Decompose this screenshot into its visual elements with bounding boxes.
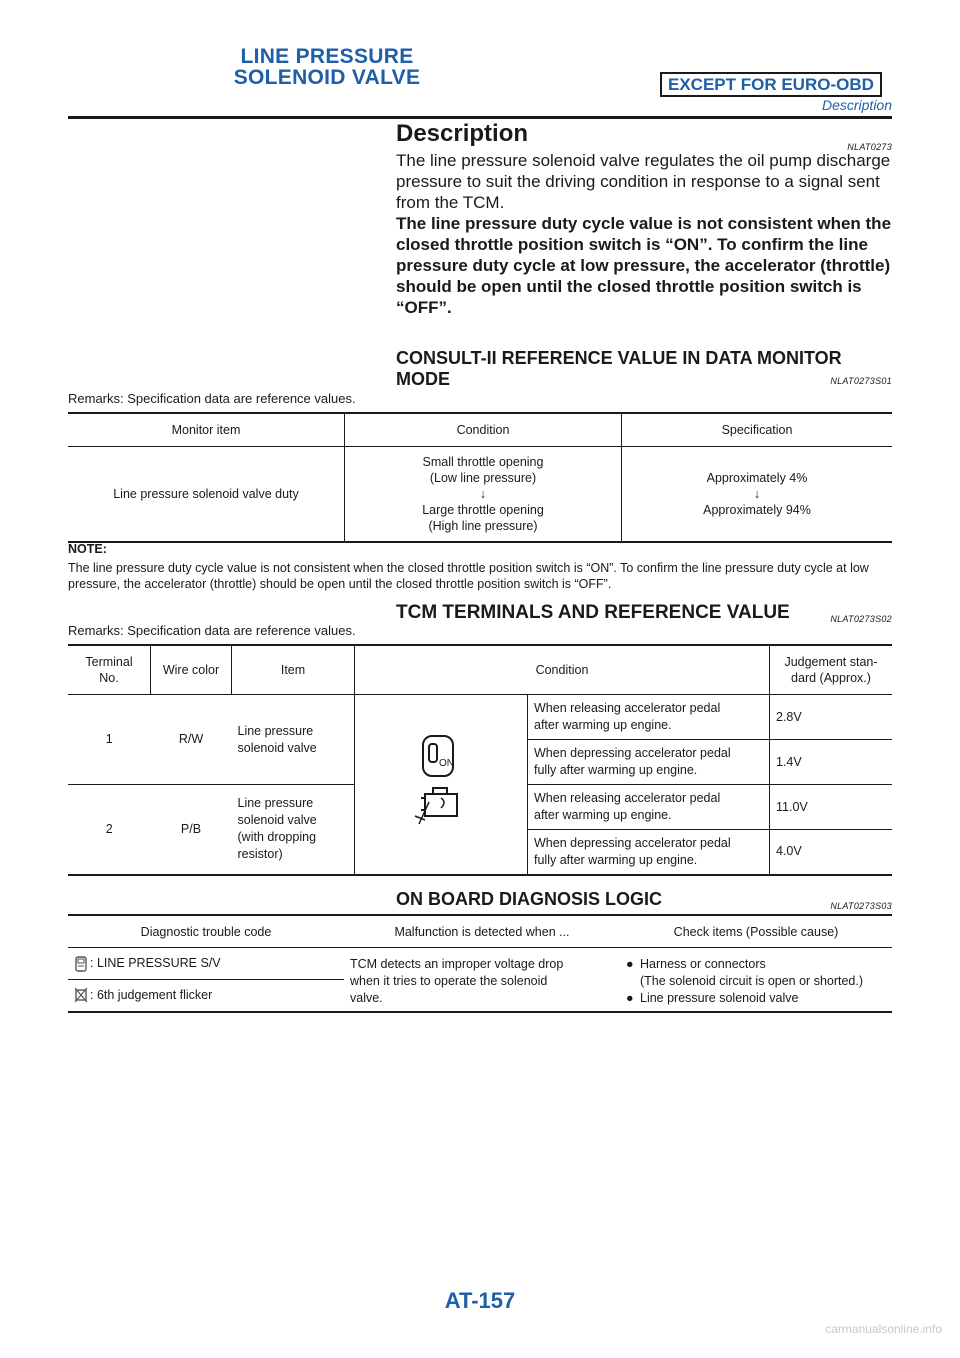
engine-running-icon	[415, 788, 457, 824]
bullet-icon: ●	[626, 957, 634, 971]
condition-line: (Low line pressure)	[429, 471, 537, 485]
header-line: No.	[99, 671, 119, 685]
tcm-col-condition: Condition	[355, 645, 770, 695]
wire-color: R/W	[151, 695, 232, 785]
judgement-value: 11.0V	[770, 785, 893, 830]
section-title-line1: LINE PRESSURE	[240, 45, 414, 68]
malfunction-line: when it tries to operate the solenoid	[350, 974, 548, 988]
condition-line: after warming up engine.	[534, 718, 672, 732]
onboard-heading: ON BOARD DIAGNOSIS LOGIC	[396, 889, 663, 909]
monitor-col-item: Monitor item	[68, 413, 345, 447]
judgement-value: 1.4V	[770, 740, 893, 785]
item-line: solenoid valve	[237, 740, 317, 755]
judgement-value: 2.8V	[770, 695, 893, 740]
description-ref-code: NLAT0273	[847, 142, 892, 152]
terminal-item	[232, 785, 355, 875]
watermark: carmanualsonline.info	[825, 1322, 942, 1336]
condition-line: When depressing accelerator pedal	[534, 835, 731, 850]
diag-col-malfunction: Malfunction is detected when ...	[344, 915, 620, 948]
condition-line: When releasing accelerator pedal	[534, 701, 721, 715]
arrow-down-icon: ↓	[479, 487, 487, 501]
tcm-ref-code: NLAT0273S02	[830, 614, 892, 624]
consult-tool-icon	[74, 956, 88, 972]
header-divider	[68, 116, 892, 119]
tcm-col-item: Item	[232, 645, 355, 695]
monitor-col-condition: Condition	[345, 413, 622, 447]
self-diagnosis-icon	[74, 987, 88, 1003]
table-row	[68, 447, 892, 543]
arrow-down-icon: ↓	[753, 487, 761, 501]
table-row	[68, 948, 892, 980]
ignition-on-icon	[411, 732, 471, 832]
tcm-col-judgement	[770, 645, 893, 695]
item-line: Line pressure	[237, 796, 314, 811]
check-item	[626, 956, 886, 973]
header-subtitle: Description	[821, 97, 892, 113]
consult-ref-code: NLAT0273S01	[830, 376, 892, 386]
condition-text	[528, 695, 770, 740]
section-title	[0, 46, 654, 88]
diag-col-check: Check items (Possible cause)	[620, 915, 892, 948]
condition-line: fully after warming up engine.	[534, 852, 698, 867]
check-item	[626, 990, 886, 1007]
tcm-heading: TCM TERMINALS AND REFERENCE VALUE	[396, 602, 790, 623]
monitor-col-spec: Specification	[622, 413, 893, 447]
dtc-consult	[68, 948, 344, 980]
item-line: solenoid valve	[237, 813, 317, 828]
consult-heading-line2: MODE	[396, 369, 450, 389]
tcm-col-terminal	[68, 645, 151, 695]
check-item-text: Harness or connectors	[640, 957, 766, 971]
section-title-line2: SOLENOID VALVE	[233, 66, 421, 89]
description-bold-body: The line pressure duty cycle value is not consistent when the closed throttle position switch is “ON”. To confirm the line pressure duty cycle at low pressure, the accelerator (throttle) should be open until the closed throttle position switch is “OFF”.	[396, 214, 892, 317]
dtc-flicker-text: : 6th judgement flicker	[90, 987, 213, 1002]
bullet-icon: ●	[626, 991, 634, 1005]
terminal-number: 1	[68, 695, 151, 785]
ignition-on-text: ON	[439, 757, 454, 769]
note-label: NOTE:	[68, 542, 107, 556]
dtc-flicker	[68, 980, 344, 1012]
table-row	[68, 695, 892, 740]
spec-line: Approximately 4%	[706, 471, 808, 485]
check-items	[620, 948, 892, 1012]
judgement-value: 4.0V	[770, 830, 893, 875]
note-body: The line pressure duty cycle value is not consistent when the closed throttle position switch is “ON”. To confirm the line pressure duty cycle at low pressure, the accelerator (throttle) should be open until the closed throttle position switch is “OFF”.	[68, 561, 869, 591]
condition-line: When releasing accelerator pedal	[534, 791, 721, 805]
terminal-number: 2	[105, 821, 113, 836]
terminal-item	[232, 695, 355, 785]
item-line: Line pressure	[237, 723, 314, 738]
check-item-detail: (The solenoid circuit is open or shorted.)	[640, 974, 864, 988]
monitor-spec	[622, 447, 893, 543]
condition-line: Small throttle opening	[422, 455, 544, 469]
description-heading: Description	[396, 120, 529, 147]
spec-line: Approximately 94%	[703, 503, 811, 517]
dtc-consult-text: : LINE PRESSURE S/V	[90, 956, 221, 970]
check-item-text: Line pressure solenoid valve	[640, 991, 799, 1005]
tcm-terminal-table	[68, 644, 892, 876]
monitor-condition	[345, 447, 622, 543]
condition-line: after warming up engine.	[534, 808, 672, 822]
condition-line: (High line pressure)	[428, 519, 538, 533]
condition-line: When depressing accelerator pedal	[534, 746, 731, 760]
header-line: Judgement stan-	[784, 655, 878, 669]
malfunction-line: TCM detects an improper voltage drop	[350, 957, 564, 971]
condition-text	[528, 830, 770, 875]
item-line: resistor)	[237, 847, 283, 862]
malfunction-text	[344, 948, 620, 1012]
applicability-badge: EXCEPT FOR EURO-OBD	[660, 72, 882, 97]
page-number: AT-157	[444, 1288, 516, 1313]
wire-color: P/B	[180, 821, 202, 836]
header-line: Terminal	[85, 655, 133, 669]
description-body: The line pressure solenoid valve regulates the oil pump discharge pressure to suit the driving condition in response to a signal sent from the TCM.	[396, 151, 891, 212]
condition-text	[528, 740, 770, 785]
onboard-ref-code: NLAT0273S03	[830, 901, 892, 911]
condition-line: Large throttle opening	[422, 503, 544, 517]
monitor-item: Line pressure solenoid valve duty	[113, 487, 299, 501]
tcm-col-wire: Wire color	[151, 645, 232, 695]
item-line: (with dropping	[237, 830, 317, 845]
consult-heading-line1: CONSULT-II REFERENCE VALUE IN DATA MONITOR	[396, 348, 842, 368]
condition-icons	[355, 695, 528, 875]
consult-remarks: Remarks: Specification data are reference values.	[68, 391, 356, 406]
header-line: dard (Approx.)	[791, 671, 871, 685]
malfunction-line: valve.	[350, 991, 383, 1005]
diagnosis-table	[68, 914, 892, 1013]
tcm-remarks: Remarks: Specification data are reference values.	[68, 623, 356, 638]
monitor-table	[68, 412, 892, 543]
condition-text	[528, 785, 770, 830]
consult-heading	[396, 348, 842, 390]
condition-line: fully after warming up engine.	[534, 763, 698, 777]
diag-col-code: Diagnostic trouble code	[68, 915, 344, 948]
